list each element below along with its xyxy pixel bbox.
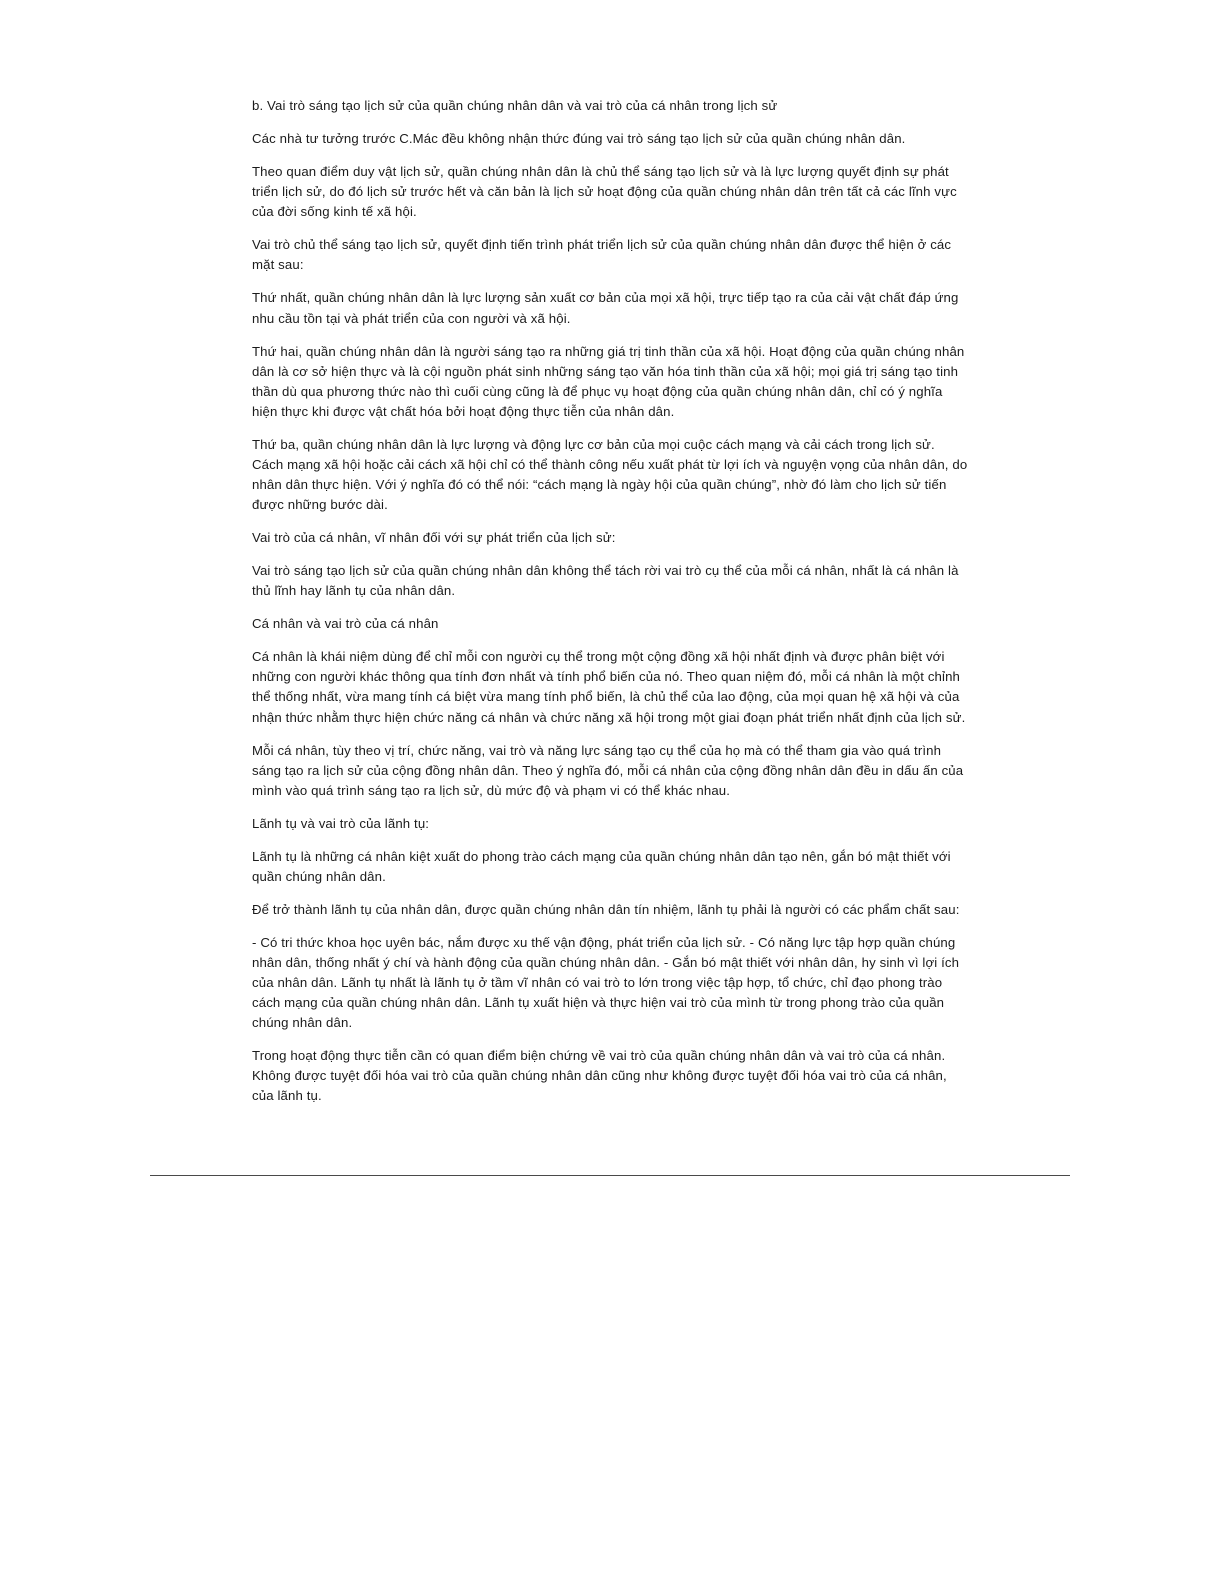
document-body [252,96,968,1107]
paragraph: Thứ nhất, quần chúng nhân dân là lực lượng sản xuất cơ bản của mọi xã hội, trực tiếp tạo ra của cải vật chất đáp ứng nhu cầu tồn tại và phát triển của con người và xã hội. [252,290,959,326]
paragraph: Để trở thành lãnh tụ của nhân dân, được quần chúng nhân dân tín nhiệm, lãnh tụ phải là người có các phẩm chất sau: [252,901,960,917]
paragraph: Theo quan điểm duy vật lịch sử, quần chúng nhân dân là chủ thể sáng tạo lịch sử và là lực lượng quyết định sự phát triển lịch sử, do đó lịch sử trước hết và căn bản là lịch sử hoạt động của quần chúng nhân dân trên tất cả các lĩnh vực của đời sống kinh tế xã hội. [252,164,957,220]
paragraph-heading: b. Vai trò sáng tạo lịch sử của quần chúng nhân dân và vai trò của cá nhân trong lịch sử [252,98,778,113]
paragraph: Trong hoạt động thực tiễn cần có quan điểm biện chứng về vai trò của quần chúng nhân dân và vai trò của cá nhân. Không được tuyệt đối hóa vai trò của quần chúng nhân dân cũng như không được tuyệt đối hóa vai trò của cá nhân, của lãnh tụ. [252,1048,947,1104]
paragraph: Các nhà tư tưởng trước C.Mác đều không nhận thức đúng vai trò sáng tạo lịch sử của quần chúng nhân dân. [252,131,906,147]
paragraph: Lãnh tụ là những cá nhân kiệt xuất do phong trào cách mạng của quần chúng nhân dân tạo nên, gắn bó mật thiết với quần chúng nhân dân. [252,848,951,884]
paragraph: Vai trò của cá nhân, vĩ nhân đối với sự phát triển của lịch sử: [252,530,616,546]
paragraph: Thứ ba, quần chúng nhân dân là lực lượng và động lực cơ bản của mọi cuộc cách mạng và cải cách trong lịch sử. Cách mạng xã hội hoặc cải cách xã hội chỉ có thể thành công nếu xuất phát từ lợi ích và nguyện vọng của nhân dân, do nhân dân thực hiện. Với ý nghĩa đó có thể nói: “cách mạng là ngày hội của quần chúng”, nhờ đó làm cho lịch sử tiến được những bước dài. [252,436,968,512]
paragraph: Cá nhân là khái niệm dùng để chỉ mỗi con người cụ thể trong một cộng đồng xã hội nhất định và được phân biệt với những con người khác thông qua tính đơn nhất và tính phổ biến của nó. Theo quan niệm đó, mỗi cá nhân là một chỉnh thể thống nhất, vừa mang tính cá biệt vừa mang tính phổ biến, là chủ thể của lao động, của mọi quan hệ xã hội và của nhận thức nhằm thực hiện chức năng cá nhân và chức năng xã hội trong một giai đoạn phát triển nhất định của lịch sử. [252,649,966,725]
paragraph: Thứ hai, quần chúng nhân dân là người sáng tạo ra những giá trị tinh thần của xã hội. Hoạt động của quần chúng nhân dân là cơ sở hiện thực và là cội nguồn phát sinh những sáng tạo văn hóa tinh thần của xã hội; mọi giá trị sáng tạo tinh thần dù qua phương thức nào thì cuối cùng cũng là để phục vụ hoạt động của quần chúng nhân dân, chỉ có ý nghĩa hiện thực khi được vật chất hóa bởi hoạt động thực tiễn của nhân dân. [252,343,965,419]
footer-divider [150,1175,1070,1176]
paragraph-list: - Có tri thức khoa học uyên bác, nắm được xu thế vận động, phát triển của lịch sử. - Có năng lực tập hợp quần chúng nhân dân, thống nhất ý chí và hành động của quần chúng nhân dân. - Gắn bó mật thiết với nhân dân, hy sinh vì lợi ích của nhân dân. Lãnh tụ nhất là lãnh tụ ở tầm vĩ nhân có vai trò to lớn trong việc tập hợp, tổ chức, chỉ đạo phong trào cách mạng của quần chúng nhân dân. Lãnh tụ xuất hiện và thực hiện vai trò của mình từ trong phong trào của quần chúng nhân dân. [252,935,960,1031]
paragraph: Vai trò chủ thể sáng tạo lịch sử, quyết định tiến trình phát triển lịch sử của quần chúng nhân dân được thể hiện ở các mặt sau: [252,237,952,273]
paragraph-subheading: Lãnh tụ và vai trò của lãnh tụ: [252,815,430,831]
paragraph: Vai trò sáng tạo lịch sử của quần chúng nhân dân không thể tách rời vai trò cụ thể của mỗi cá nhân, nhất là cá nhân là thủ lĩnh hay lãnh tụ của nhân dân. [252,563,959,599]
paragraph: Mỗi cá nhân, tùy theo vị trí, chức năng, vai trò và năng lực sáng tạo cụ thể của họ mà có thể tham gia vào quá trình sáng tạo ra lịch sử của cộng đồng nhân dân. Theo ý nghĩa đó, mỗi cá nhân của cộng đồng nhân dân đều in dấu ấn của mình vào quá trình sáng tạo ra lịch sử, dù mức độ và phạm vi có thể khác nhau. [252,742,964,798]
paragraph-subheading: Cá nhân và vai trò của cá nhân [252,616,439,632]
